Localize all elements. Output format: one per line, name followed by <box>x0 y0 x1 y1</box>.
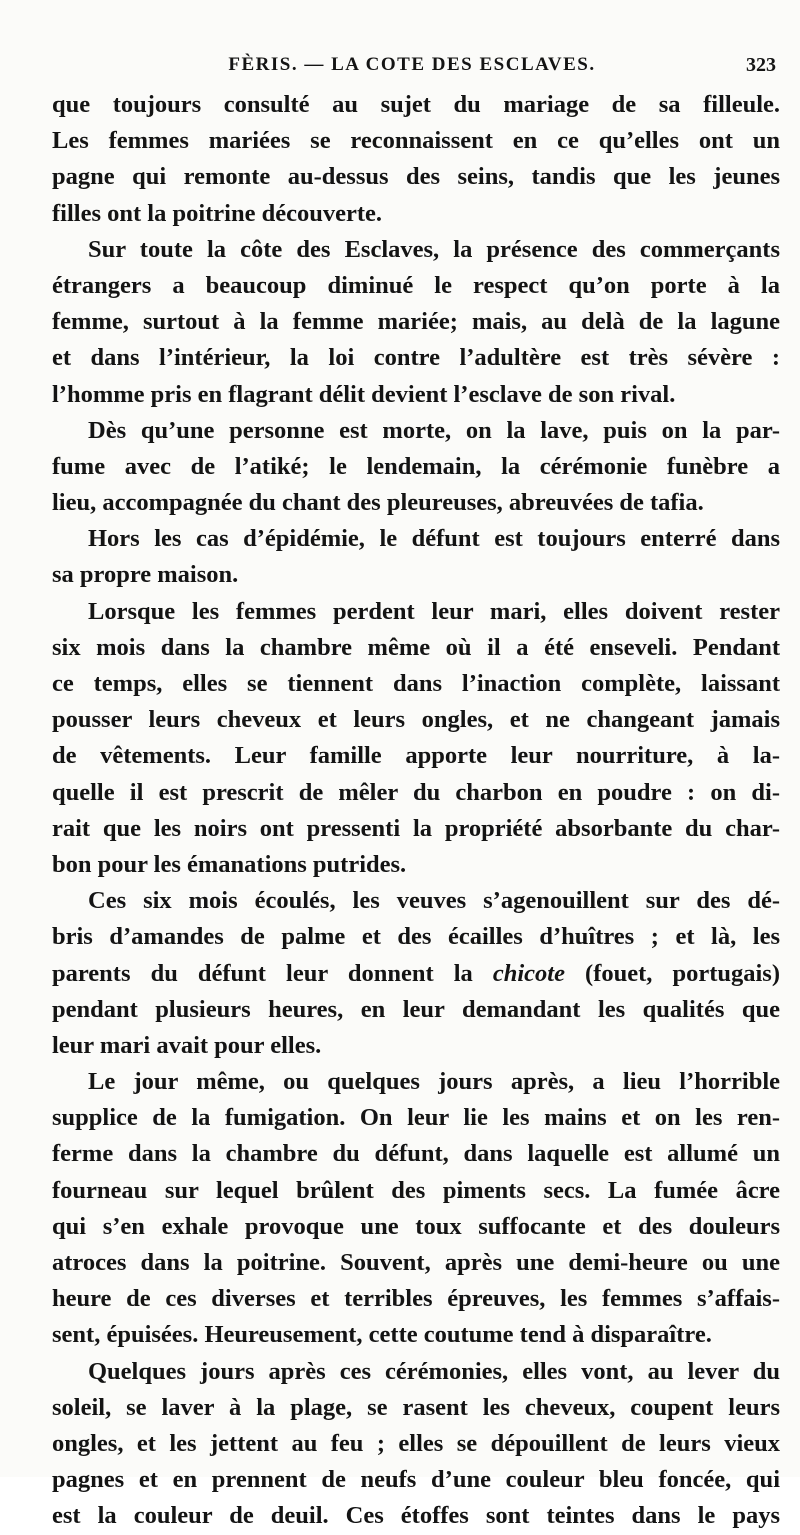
text-line: six mois dans la chambre même où il a été enseveli. Pendant <box>52 633 780 661</box>
text-line: fume avec de l’atiké; le lendemain, la cérémonie funèbre a <box>52 452 780 480</box>
text-line: Ces six mois écoulés, les veuves s’agenouillent sur des dé- <box>88 887 780 915</box>
text-line: filles ont la poitrine découverte. <box>52 199 383 227</box>
text-fragment: parents du défunt leur donnent la <box>52 959 493 987</box>
text-line: que toujours consulté au sujet du mariage de sa filleule. <box>52 91 780 118</box>
text-line: l’homme pris en flagrant délit devient l’esclave de son rival. <box>52 380 676 408</box>
text-line: atroces dans la poitrine. Souvent, après une demi-heure ou une <box>52 1249 780 1276</box>
text-line: femme, surtout à la femme mariée; mais, au delà de la lagune <box>52 308 780 336</box>
text-line: pousser leurs cheveux et leurs ongles, et ne changeant jamais <box>52 706 780 734</box>
text-line: étrangers a beaucoup diminué le respect qu’on porte à la <box>52 271 780 299</box>
emphasized-word: chicote <box>492 959 565 987</box>
text-line: lieu, accompagnée du chant des pleureuses, abreuvées de tafia. <box>52 489 704 517</box>
text-line: Hors les cas d’épidémie, le défunt est toujours enterré dans <box>88 525 780 553</box>
text-line: supplice de la fumigation. On leur lie les mains et on les ren- <box>52 1104 780 1132</box>
text-line: soleil, se laver à la plage, se rasent les cheveux, coupent leurs <box>52 1393 780 1421</box>
running-title: FÈRIS. — LA COTE DES ESCLAVES. <box>228 54 596 75</box>
text-line: pagne qui remonte au-dessus des seins, tandis que les jeunes <box>52 163 780 191</box>
text-line: Lorsque les femmes perdent leur mari, elles doivent rester <box>88 597 780 625</box>
text-line: rait que les noirs ont pressenti la propriété absorbante du char- <box>52 814 780 842</box>
text-line: Quelques jours après ces cérémonies, elles vont, au lever du <box>88 1357 780 1385</box>
text-line: pendant plusieurs heures, en leur demandant les qualités que <box>52 995 780 1023</box>
text-line: sa propre maison. <box>52 561 239 589</box>
text-line: heure de ces diverses et terribles épreuves, les femmes s’affais- <box>52 1285 780 1313</box>
running-head <box>52 54 780 84</box>
text-line: est la couleur de deuil. Ces étoffes sont teintes dans le pays <box>52 1502 780 1530</box>
text-line: qui s’en exhale provoque une toux suffocante et des douleurs <box>52 1212 780 1240</box>
text-line: bon pour les émanations putrides. <box>52 850 407 878</box>
body-text <box>52 87 780 1535</box>
text-line: quelle il est prescrit de mêler du charbon en poudre : on di- <box>52 778 780 806</box>
text-fragment: (fouet, portugais) <box>564 959 780 987</box>
text-line: Le jour même, ou quelques jours après, a lieu l’horrible <box>88 1068 780 1096</box>
text-line: ce temps, elles se tiennent dans l’inaction complète, laissant <box>52 670 780 697</box>
text-line: Les femmes mariées se reconnaissent en ce qu’elles ont un <box>52 127 780 155</box>
text-line: leur mari avait pour elles. <box>52 1031 322 1059</box>
text-line: Dès qu’une personne est morte, on la lave, puis on la par- <box>88 416 780 444</box>
text-line: bris d’amandes de palme et des écailles d’huîtres ; et là, les <box>52 923 780 951</box>
text-line: fourneau sur lequel brûlent des piments secs. La fumée âcre <box>52 1176 780 1204</box>
text-line: Sur toute la côte des Esclaves, la présence des commerçants <box>88 235 780 263</box>
text-line: et dans l’intérieur, la loi contre l’adultère est très sévère : <box>52 344 780 372</box>
text-line-with-emphasis <box>52 956 780 992</box>
text-line: pagnes et en prennent de neufs d’une couleur bleu foncée, qui <box>52 1466 780 1494</box>
text-line: de vêtements. Leur famille apporte leur nourriture, à la- <box>52 742 780 770</box>
text-line: ongles, et les jettent au feu ; elles se dépouillent de leurs vieux <box>52 1429 780 1457</box>
text-line: ferme dans la chambre du défunt, dans laquelle est allumé un <box>52 1140 780 1168</box>
text-line: sent, épuisées. Heureusement, cette coutume tend à disparaître. <box>52 1321 712 1349</box>
page-number: 323 <box>746 54 776 76</box>
